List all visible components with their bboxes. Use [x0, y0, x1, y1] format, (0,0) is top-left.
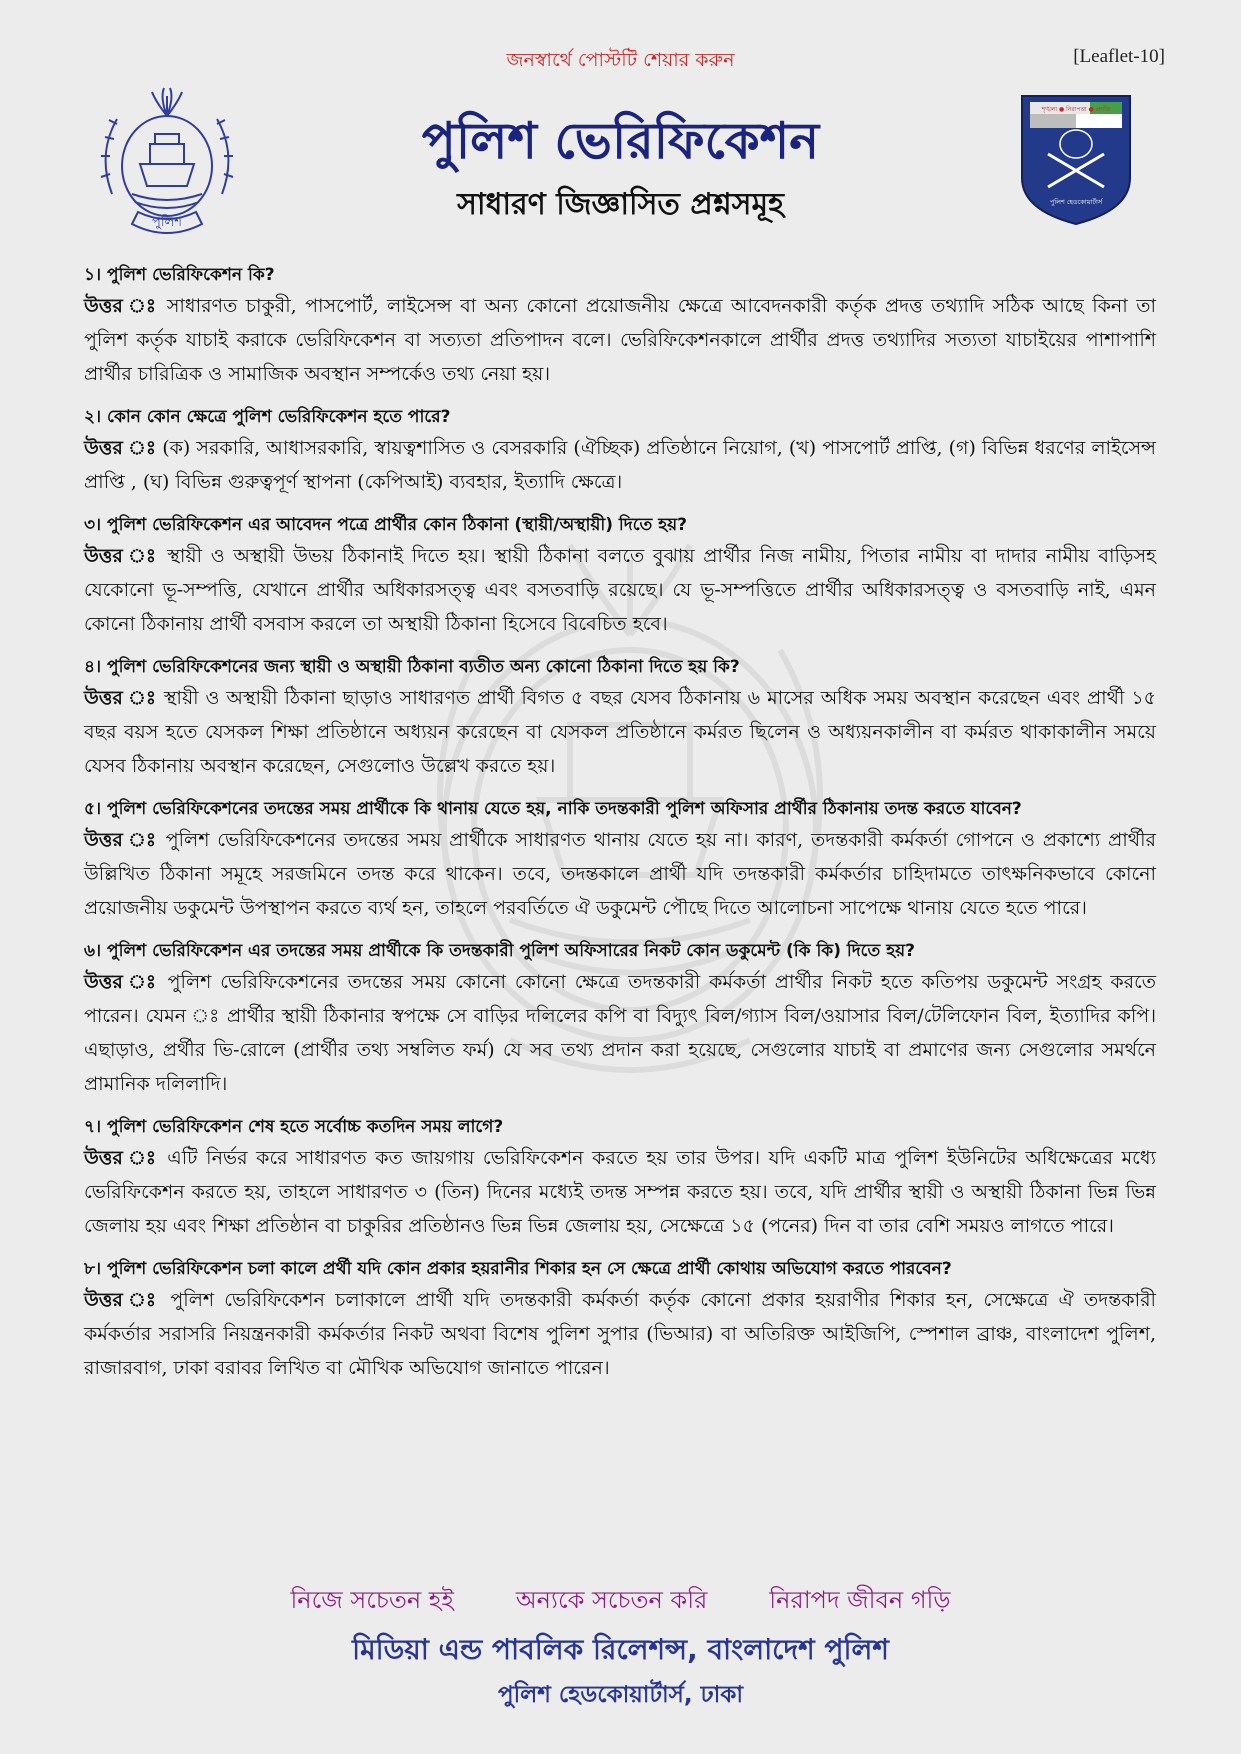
faq-answer — [84, 965, 1156, 1101]
answer-label: উত্তর ঃ — [84, 437, 157, 459]
faq-item-1 — [84, 262, 1156, 391]
slogan-2: অন্যকে সচেতন করি — [515, 1586, 708, 1614]
answer-label: উত্তর ঃ — [84, 687, 157, 709]
answer-text: পুলিশ ভেরিফিকেশনের তদন্তের সময় কোনো কোনো ক্ষেত্রে তদন্তকারী কর্মকর্তা প্রার্থীর নিকট হতে কতিপয় ডকুমেন্ট সংগ্রহ করতে পারেন। যেমন ঃ প্রার্থীর স্থায়ী ঠিকানার স্বপক্ষে সে বাড়ির দলিলের কপি বা বিদ্যুৎ বিল/গ্যাস বিল/ওয়াসার বিল/টেলিফোন বিল, ইত্যাদির কপি। এছাড়াও, প্রর্থীর ভি-রোলে (প্রার্থীর তথ্য সম্বলিত ফর্ম) যে সব তথ্য প্রদান করা হয়েছে, সেগুলোর যাচাই বা প্রমাণের জন্য সেগুলোর সমর্থনে প্রামানিক দলিলাদি। — [84, 971, 1156, 1095]
faq-item-6 — [84, 938, 1156, 1101]
faq-question: ৭। পুলিশ ভেরিফিকেশন শেষ হতে সর্বোচ্চ কতদিন সময় লাগে? — [84, 1117, 504, 1137]
faq-question: ৩। পুলিশ ভেরিফিকেশন এর আবেদন পত্রে প্রার্থীর কোন ঠিকানা (স্থায়ী/অস্থায়ী) দিতে হয়? — [84, 515, 688, 535]
answer-label: উত্তর ঃ — [84, 545, 159, 567]
answer-label: উত্তর ঃ — [84, 1147, 159, 1169]
faq-item-7 — [84, 1114, 1156, 1243]
slogan-1: নিজে সচেতন হই — [290, 1586, 454, 1614]
faq-answer — [84, 681, 1156, 783]
faq-item-4 — [84, 654, 1156, 783]
answer-label: উত্তর ঃ — [84, 295, 159, 317]
faq-question: ২। কোন কোন ক্ষেত্রে পুলিশ ভেরিফিকেশন হতে পারে? — [84, 407, 451, 427]
share-note: জনস্বার্থে পোস্টটি শেয়ার করুন — [506, 49, 735, 71]
answer-label: উত্তর ঃ — [84, 971, 159, 993]
answer-text: পুলিশ ভেরিফিকেশন চলাকালে প্রার্থী যদি তদন্তকারী কর্মকর্তা কর্তৃক কোনো প্রকার হয়রাণীর শিকার হন, সেক্ষেত্রে ঐ তদন্তকারী কর্মকর্তার সরাসরি নিয়ন্ত্রনকারী কর্মকর্তার নিকট অথবা বিশেষ পুলিশ সুপার (ভিআর) বা অতিরিক্ত আইজিপি, স্পেশাল ব্রাঞ্চ, বাংলাদেশ পুলিশ, রাজারবাগ, ঢাকা বরাবর লিখিত বা মৌখিক অভিযোগ জানাতে পারেন। — [84, 1289, 1156, 1379]
badge-band-text: শৃঙ্খলা ● নিরাপত্তা ● প্রগতি — [1041, 106, 1111, 113]
badge-label: পুলিশ হেডকোয়ার্টার্স — [1049, 198, 1103, 206]
page-subtitle: সাধারণ জিজ্ঞাসিত প্রশ্নসমূহ — [457, 187, 784, 222]
page-title: পুলিশ ভেরিফিকেশন — [421, 112, 820, 170]
answer-text: পুলিশ ভেরিফিকেশনের তদন্তের সময় প্রার্থীকে সাধারণত থানায় যেতে হয় না। কারণ, তদন্তকারী কর্মকর্তা গোপনে ও প্রকাশ্যে প্রার্থীর উল্লিখিত ঠিকানা সমূহে সরজমিনে তদন্ত করে থাকেন। তবে, তদন্তকালে প্রার্থী যদি তদন্তকারী কর্মকর্তার চাহিদামতে তাৎক্ষনিকভাবে কোনো প্রয়োজনীয় ডকুমেন্ট উপস্থাপন করতে ব্যর্থ হন, তাহলে পরবর্তিতে ঐ ডকুমেন্ট পৌছে দিতে আলোচনা সাপেক্ষে থানায় যেতে হতে পারে। — [84, 829, 1156, 919]
faq-question: ১। পুলিশ ভেরিফিকেশন কি? — [84, 265, 275, 285]
faq-question: ৬। পুলিশ ভেরিফিকেশন এর তদন্তের সময় প্রার্থীকে কি তদন্তকারী পুলিশ অফিসারের নিকট কোন ডকুমেন্ট (কি কি) দিতে হয়? — [84, 941, 915, 961]
faq-question: ৪। পুলিশ ভেরিফিকেশনের জন্য স্থায়ী ও অস্থায়ী ঠিকানা ব্যতীত অন্য কোনো ঠিকানা দিতে হয় কি? — [84, 657, 740, 677]
slogan-3: নিরাপদ জীবন গড়ি — [769, 1586, 951, 1614]
faq-list — [84, 262, 1156, 1398]
faq-question: ৮। পুলিশ ভেরিফিকেশন চলা কালে প্রর্থী যদি কোন প্রকার হয়রানীর শিকার হন সে ক্ষেত্রে প্রার্থী কোথায় অভিযোগ করতে পারবেন? — [84, 1259, 952, 1279]
leaflet-id: [Leaflet-10] — [1073, 46, 1165, 67]
faq-item-2 — [84, 404, 1156, 499]
faq-answer — [84, 289, 1156, 391]
slogan-row — [0, 1582, 1241, 1622]
answer-label: উত্তর ঃ — [84, 829, 158, 851]
footer-organization: মিডিয়া এন্ড পাবলিক রিলেশন্স, বাংলাদেশ পুলিশ — [352, 1633, 889, 1666]
faq-question: ৫। পুলিশ ভেরিফিকেশনের তদন্তের সময় প্রার্থীকে কি থানায় যেতে হয়, নাকি তদন্তকারী পুলিশ অফিসার প্রার্থীর ঠিকানায় তদন্ত করতে যাবেন? — [84, 799, 1022, 819]
faq-item-3 — [84, 512, 1156, 641]
answer-text: (ক) সরকারি, আধাসরকারি, স্বায়ত্বশাসিত ও বেসরকারি (ঐচ্ছিক) প্রতিষ্ঠানে নিয়োগ, (খ) পাসপোর্ট প্রাপ্তি, (গ) বিভিন্ন ধরণের লাইসেন্স প্রাপ্তি , (ঘ) বিভিন্ন গুরুত্বপূর্ণ স্থাপনা (কেপিআই) ব্যবহার, ইত্যাদি ক্ষেত্রে। — [84, 437, 1157, 493]
answer-text: স্থায়ী ও অস্থায়ী ঠিকানা ছাড়াও সাধারণত প্রার্থী বিগত ৫ বছর যেসব ঠিকানায় ৬ মাসের অধিক সময় অবস্থান করেছেন এবং প্রার্থী ১৫ বছর বয়স হতে যেসকল শিক্ষা প্রতিষ্ঠানে অধ্যয়ন করেছেন বা যেসকল প্রতিষ্ঠানে কর্মরত ছিলেন ও অধ্যয়নকালীন বা কর্মরত থাকাকালীন সময়ে যেসব ঠিকানায় অবস্থান করেছেন, সেগুলোও উল্লেখ করতে হয়। — [84, 687, 1157, 777]
faq-answer — [84, 431, 1156, 499]
faq-answer — [84, 539, 1156, 641]
left-emblem-label: পুলিশ — [152, 215, 182, 230]
answer-text: সাধারণত চাকুরী, পাসপোর্ট, লাইসেন্স বা অন্য কোনো প্রয়োজনীয় ক্ষেত্রে আবেদনকারী কর্তৃক প্রদত্ত তথ্যাদি সঠিক আছে কিনা তা পুলিশ কর্তৃক যাচাই করাকে ভেরিফিকেশন বা সত্যতা প্রতিপাদন বলে। ভেরিফিকেশনকালে প্রার্থীর প্রদত্ত তথ্যাদির সত্যতা যাচাইয়ের পাশাপাশি প্রার্থীর চারিত্রিক ও সামাজিক অবস্থান সম্পর্কেও তথ্য নেয়া হয়। — [84, 295, 1156, 385]
faq-answer — [84, 1141, 1156, 1243]
faq-item-5 — [84, 796, 1156, 925]
faq-answer — [84, 823, 1156, 925]
answer-text: স্থায়ী ও অস্থায়ী উভয় ঠিকানাই দিতে হয়। স্থায়ী ঠিকানা বলতে বুঝায় প্রার্থীর নিজ নামীয়, পিতার নামীয় বা দাদার নামীয় বাড়িসহ যেকোনো ভূ-সম্পত্তি, যেখানে প্রার্থীর অধিকারসত্ত্ব এবং বসতবাড়ি রয়েছে। যে ভূ-সম্পত্তিতে প্রার্থীর অধিকারসত্ত্ব ও বসতবাড়ি নাই, এমন কোনো ঠিকানায় প্রার্থী বসবাস করলে তা অস্থায়ী ঠিকানা হিসেবে বিবেচিত হবে। — [84, 545, 1157, 635]
answer-text: এটি নির্ভর করে সাধারণত কত জায়গায় ভেরিফিকেশন করতে হয় তার উপর। যদি একটি মাত্র পুলিশ ইউনিটের অধিক্ষেত্রের মধ্যে ভেরিফিকেশন করতে হয়, তাহলে সাধারণত ৩ (তিন) দিনের মধ্যেই তদন্ত সম্পন্ন করতে হয়। তবে, যদি প্রার্থীর স্থায়ী ও অস্থায়ী ঠিকানা ভিন্ন ভিন্ন জেলায় হয় এবং শিক্ষা প্রতিষ্ঠান বা চাকুরির প্রতিষ্ঠানও ভিন্ন ভিন্ন জেলায় হয়, সেক্ষেত্রে ১৫ (পনের) দিন বা তার বেশি সময়ও লাগতে পারে। — [84, 1147, 1156, 1237]
faq-item-8 — [84, 1256, 1156, 1385]
answer-label: উত্তর ঃ — [84, 1289, 161, 1311]
footer-headquarters: পুলিশ হেডকোয়ার্টার্স, ঢাকা — [497, 1682, 744, 1708]
faq-answer — [84, 1283, 1156, 1385]
